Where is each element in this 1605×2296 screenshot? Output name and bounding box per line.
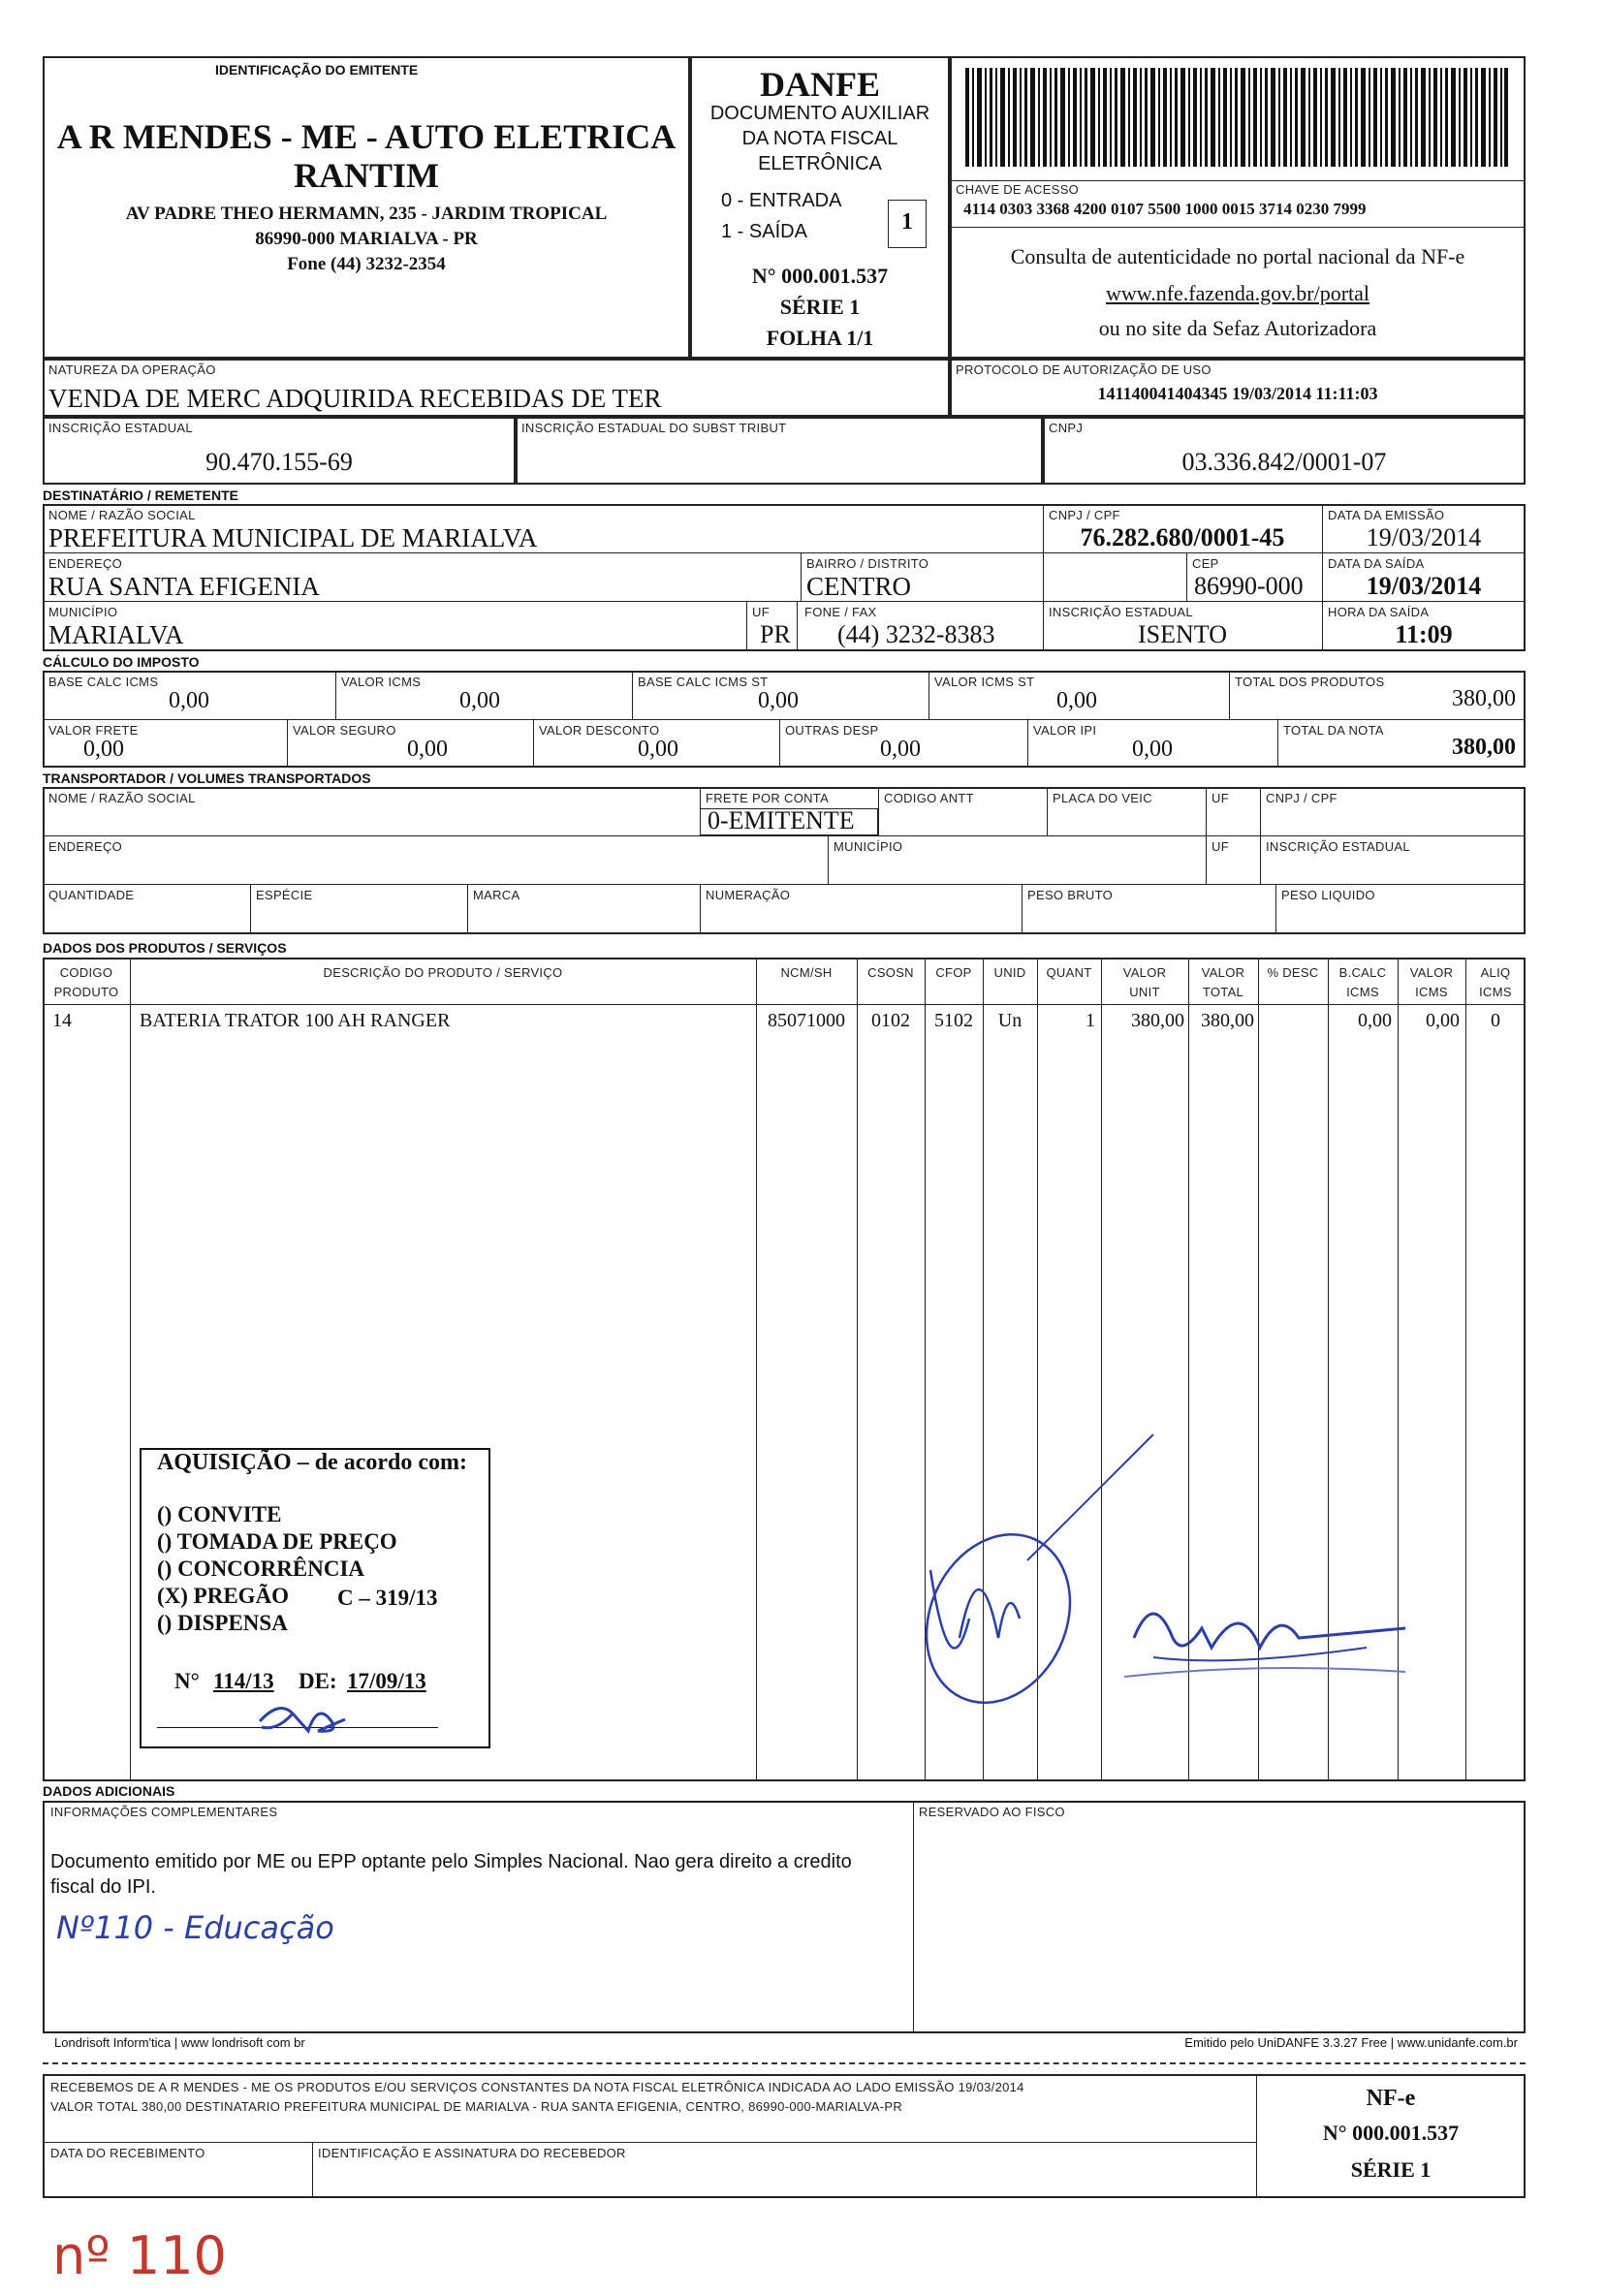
imposto-v4 xyxy=(1229,671,1230,719)
th-codigo-2: PRODUTO xyxy=(53,985,119,999)
transp-v8 xyxy=(467,884,468,934)
imposto-v7 xyxy=(779,719,780,768)
transp-antt-label: CODIGO ANTT xyxy=(884,791,974,805)
transp-uf2-label: UF xyxy=(1212,839,1229,854)
th-quant: QUANT xyxy=(1046,965,1092,980)
emitente-address: AV PADRE THEO HERMAMN, 235 - JARDIM TROPICAL xyxy=(125,204,608,224)
dest-cep-label: CEP xyxy=(1192,556,1219,571)
seguro-label: VALOR SEGURO xyxy=(293,723,396,738)
produtos-header-line xyxy=(43,1004,1526,1005)
valor-icms-label: VALOR ICMS xyxy=(341,675,422,689)
th-vicms-2: ICMS xyxy=(1415,985,1448,999)
dest-municipio-label: MUNICÍPIO xyxy=(48,605,118,619)
valor-st: 0,00 xyxy=(1056,688,1097,713)
row-unid: Un xyxy=(997,1010,1023,1031)
barcode xyxy=(965,68,1508,167)
danfe-title: DANFE xyxy=(760,65,880,104)
total-nota: 380,00 xyxy=(1452,735,1516,760)
dest-data-emissao: 19/03/2014 xyxy=(1366,523,1482,551)
info-label: INFORMAÇÕES COMPLEMENTARES xyxy=(50,1805,278,1819)
row-aliq: 0 xyxy=(1491,1010,1500,1031)
valor-st-label: VALOR ICMS ST xyxy=(934,675,1035,689)
ie-value: 90.470.155-69 xyxy=(205,448,353,476)
transp-nome-label: NOME / RAZÃO SOCIAL xyxy=(48,791,196,805)
th-vicms-1: VALOR xyxy=(1409,965,1454,980)
transp-ie-label: INSCRIÇÃO ESTADUAL xyxy=(1266,839,1410,854)
prod-col-12 xyxy=(1465,958,1466,1781)
imposto-mid-line xyxy=(43,719,1526,720)
stamp-data: 17/09/13 xyxy=(347,1669,426,1693)
total-produtos: 380,00 xyxy=(1452,686,1516,711)
frete: 0,00 xyxy=(83,737,124,762)
row-ncm: 85071000 xyxy=(768,1010,845,1031)
dest-fone-label: FONE / FAX xyxy=(804,605,877,619)
stamp-opt-4: (X) PREGÃO xyxy=(157,1584,290,1608)
canhoto-serie: SÉRIE 1 xyxy=(1350,2157,1432,2182)
total-produtos-label: TOTAL DOS PRODUTOS xyxy=(1235,675,1385,689)
dest-fone: (44) 3232-8383 xyxy=(837,620,995,648)
canhoto-nfe: NF-e xyxy=(1366,2086,1416,2111)
imposto-section: CÁLCULO DO IMPOSTO xyxy=(43,654,200,670)
row-quant: 1 xyxy=(1086,1010,1095,1031)
dest-bairro-label: BAIRRO / DISTRITO xyxy=(806,556,929,571)
dest-data-saida: 19/03/2014 xyxy=(1366,572,1482,600)
rodape-left: Londrisoft Inform'tica | www londrisoft com br xyxy=(54,2035,305,2050)
cut-line xyxy=(43,2062,1526,2064)
ipi: 0,00 xyxy=(1132,737,1173,762)
chave-divider-top xyxy=(950,180,1526,181)
dest-ie-label: INSCRIÇÃO ESTADUAL xyxy=(1049,605,1193,619)
stamp-opt-1: () CONVITE xyxy=(157,1502,282,1526)
dest-endereco-label: ENDEREÇO xyxy=(48,556,123,571)
imposto-v3 xyxy=(928,671,929,719)
base-icms-label: BASE CALC ICMS xyxy=(48,675,159,689)
stamp-signature xyxy=(250,1692,357,1741)
natureza-value: VENDA DE MERC ADQUIRIDA RECEBIDAS DE TER xyxy=(48,384,662,413)
adicionais-divider xyxy=(913,1801,914,2033)
dest-ie: ISENTO xyxy=(1138,620,1227,648)
transp-cnpj-label: CNPJ / CPF xyxy=(1266,791,1338,805)
emitente-section-label: IDENTIFICAÇÃO DO EMITENTE xyxy=(215,62,419,78)
danfe-saida: 1 - SAÍDA xyxy=(721,221,807,242)
rodape-right: Emitido pelo UniDANFE 3.3.27 Free | www.unidanfe.com.br xyxy=(1184,2035,1518,2050)
dest-nome: PREFEITURA MUNICIPAL DE MARIALVA xyxy=(48,523,538,552)
th-vunit-1: VALOR xyxy=(1122,965,1167,980)
dest-uf-label: UF xyxy=(752,605,770,619)
dest-vline-3 xyxy=(801,552,802,601)
danfe-serie: SÉRIE 1 xyxy=(779,295,861,319)
imposto-v9 xyxy=(1277,719,1278,768)
dest-cnpj-label: CNPJ / CPF xyxy=(1049,508,1120,522)
canhoto-text-2: VALOR TOTAL 380,00 DESTINATARIO PREFEITURA MUNICIPAL DE MARIALVA - RUA SANTA EFIGENIA, CENTRO, 86990-000-MARIALVA-PR xyxy=(50,2099,903,2114)
canhoto-v2 xyxy=(312,2142,313,2198)
transp-peso-bruto-label: PESO BRUTO xyxy=(1027,888,1114,902)
prod-col-1 xyxy=(130,958,131,1781)
natureza-label: NATUREZA DA OPERAÇÃO xyxy=(48,362,216,377)
signature-secretaria xyxy=(1115,1570,1425,1686)
th-csosn: CSOSN xyxy=(867,965,914,980)
th-aliq-2: ICMS xyxy=(1479,985,1512,999)
base-st-label: BASE CALC ICMS ST xyxy=(638,675,769,689)
dest-uf: PR xyxy=(760,620,791,648)
transp-v10 xyxy=(1022,884,1023,934)
emitente-phone: Fone (44) 3232-2354 xyxy=(287,254,446,274)
desconto-label: VALOR DESCONTO xyxy=(539,723,660,738)
dest-vline-6 xyxy=(797,601,798,651)
transp-v3 xyxy=(1047,787,1048,835)
danfe-numero: N° 000.001.537 xyxy=(751,264,889,288)
th-bcalc-2: ICMS xyxy=(1346,985,1379,999)
transp-frete-label: FRETE POR CONTA xyxy=(706,791,830,805)
imposto-v8 xyxy=(1027,719,1028,768)
transp-uf-label: UF xyxy=(1212,791,1229,805)
danfe-line1: DOCUMENTO AUXILIAR xyxy=(709,103,930,124)
danfe-tipo: 1 xyxy=(901,209,913,235)
fisco-label: RESERVADO AO FISCO xyxy=(919,1805,1065,1819)
chave-consulta-1: Consulta de autenticidade no portal nacional da NF-e xyxy=(1010,244,1465,268)
transp-municipio-label: MUNICÍPIO xyxy=(834,839,903,854)
chave-value: 4114 0303 3368 4200 0107 5500 1000 0015 3714 0230 7999 xyxy=(963,200,1367,218)
handwritten-bottom: nº 110 xyxy=(52,2225,227,2286)
dest-bairro: CENTRO xyxy=(806,572,911,601)
info-text-1: Documento emitido por ME ou EPP optante pelo Simples Nacional. Nao gera direito a credito xyxy=(50,1851,852,1872)
dest-hora-label: HORA DA SAÍDA xyxy=(1328,605,1430,619)
th-ncm: NCM/SH xyxy=(780,965,833,980)
danfe-line2: DA NOTA FISCAL xyxy=(741,128,898,149)
transp-line-1 xyxy=(43,835,1526,836)
transp-numeracao-label: NUMERAÇÃO xyxy=(706,888,791,902)
protocolo-value: 141140041404345 19/03/2014 11:11:03 xyxy=(1097,384,1378,403)
transp-endereco-label: ENDEREÇO xyxy=(48,839,123,854)
transp-v7 xyxy=(250,884,251,934)
dest-municipio: MARIALVA xyxy=(48,620,184,649)
canhoto-ident-label: IDENTIFICAÇÃO E ASSINATURA DO RECEBEDOR xyxy=(318,2146,626,2160)
transp-peso-liquido-label: PESO LIQUIDO xyxy=(1281,888,1375,902)
imposto-v5 xyxy=(287,719,288,768)
desconto: 0,00 xyxy=(638,737,678,762)
transp-v2 xyxy=(878,787,879,835)
row-vtotal: 380,00 xyxy=(1201,1010,1254,1031)
adicionais-section: DADOS ADICIONAIS xyxy=(43,1783,175,1799)
ie-st-label: INSCRIÇÃO ESTADUAL DO SUBST TRIBUT xyxy=(521,421,787,435)
stamp-opt-3: () CONCORRÊNCIA xyxy=(157,1557,365,1581)
th-aliq-1: ALIQ xyxy=(1480,965,1511,980)
dest-hora: 11:09 xyxy=(1395,620,1453,648)
row-descricao: BATERIA TRATOR 100 AH RANGER xyxy=(140,1010,451,1031)
seguro: 0,00 xyxy=(407,737,448,762)
protocolo-label: PROTOCOLO DE AUTORIZAÇÃO DE USO xyxy=(956,362,1212,377)
dest-nome-label: NOME / RAZÃO SOCIAL xyxy=(48,508,196,522)
th-vtotal-1: VALOR xyxy=(1201,965,1245,980)
transp-v11 xyxy=(1275,884,1276,934)
th-bcalc-1: B.CALC xyxy=(1338,965,1387,980)
row-csosn: 0102 xyxy=(871,1010,910,1031)
row-codigo: 14 xyxy=(52,1010,72,1031)
stamp-numero-prefix: N° xyxy=(174,1669,200,1693)
base-st: 0,00 xyxy=(758,688,799,713)
frete-label: VALOR FRETE xyxy=(48,723,139,738)
transportador-section: TRANSPORTADOR / VOLUMES TRANSPORTADOS xyxy=(43,771,371,786)
stamp-opt-4-ref: C – 319/13 xyxy=(337,1586,438,1610)
row-vicms: 0,00 xyxy=(1426,1010,1460,1031)
ie-label: INSCRIÇÃO ESTADUAL xyxy=(48,421,193,435)
row-cfop: 5102 xyxy=(934,1010,973,1031)
stamp-title: AQUISIÇÃO – de acordo com: xyxy=(157,1450,467,1475)
prod-col-2 xyxy=(756,958,757,1781)
transp-v5 xyxy=(1260,787,1261,884)
stamp-opt-5: () DISPENSA xyxy=(157,1611,288,1635)
transp-especie-label: ESPÉCIE xyxy=(256,888,313,902)
outras: 0,00 xyxy=(880,737,921,762)
th-codigo-1: CODIGO xyxy=(59,965,113,980)
produtos-section: DADOS DOS PRODUTOS / SERVIÇOS xyxy=(43,940,287,956)
transp-v6 xyxy=(828,835,829,884)
danfe-folha: FOLHA 1/1 xyxy=(766,326,874,350)
chave-label: CHAVE DE ACESSO xyxy=(956,182,1080,197)
emitente-name-1: A R MENDES - ME - AUTO ELETRICA xyxy=(56,117,677,156)
dest-data-saida-label: DATA DA SAÍDA xyxy=(1328,556,1425,571)
info-handwritten: Nº110 - Educação xyxy=(56,1909,334,1946)
canhoto-data-label: DATA DO RECEBIMENTO xyxy=(50,2146,205,2160)
transp-line-2 xyxy=(43,884,1526,885)
imposto-v2 xyxy=(632,671,633,719)
emitente-name-2: RANTIM xyxy=(294,156,439,195)
transp-frete: 0-EMITENTE xyxy=(708,806,855,834)
transp-placa-label: PLACA DO VEIC xyxy=(1053,791,1152,805)
row-bcalc: 0,00 xyxy=(1358,1010,1392,1031)
stamp-opt-2: () TOMADA DE PREÇO xyxy=(157,1529,397,1554)
transp-v4 xyxy=(1206,787,1207,884)
cnpj-value: 03.336.842/0001-07 xyxy=(1181,448,1387,476)
dest-endereco: RUA SANTA EFIGENIA xyxy=(48,572,320,601)
base-icms: 0,00 xyxy=(169,688,209,713)
stamp-numero: 114/13 xyxy=(213,1669,274,1693)
total-nota-label: TOTAL DA NOTA xyxy=(1283,723,1384,738)
info-text-2: fiscal do IPI. xyxy=(50,1876,156,1898)
dest-cep: 86990-000 xyxy=(1194,572,1304,600)
chave-consulta-3: ou no site da Sefaz Autorizadora xyxy=(1098,316,1377,340)
th-cfop: CFOP xyxy=(935,965,972,980)
imposto-v6 xyxy=(533,719,534,768)
valor-icms: 0,00 xyxy=(459,688,500,713)
dest-vline-5 xyxy=(746,601,747,651)
imposto-v1 xyxy=(335,671,336,719)
danfe-entrada: 0 - ENTRADA xyxy=(721,190,842,211)
canhoto-numero: N° 000.001.537 xyxy=(1322,2121,1460,2145)
chave-consulta-2[interactable]: www.nfe.fazenda.gov.br/portal xyxy=(1105,281,1370,305)
th-vtotal-2: TOTAL xyxy=(1202,985,1244,999)
stamp-de-prefix: DE: xyxy=(299,1669,337,1693)
row-vunit: 380,00 xyxy=(1131,1010,1184,1031)
emitente-city: 86990-000 MARIALVA - PR xyxy=(255,229,478,249)
outras-label: OUTRAS DESP xyxy=(785,723,879,738)
canhoto-text-1: RECEBEMOS DE A R MENDES - ME OS PRODUTOS E/OU SERVIÇOS CONSTANTES DA NOTA FISCAL ELETRÔNICA INDICADA AO LADO EMISSÃO 19/03/2014 xyxy=(50,2080,1024,2094)
cnpj-label: CNPJ xyxy=(1049,421,1084,435)
th-unid: UNID xyxy=(993,965,1026,980)
danfe-line3: ELETRÔNICA xyxy=(758,153,882,174)
transp-quantidade-label: QUANTIDADE xyxy=(48,888,135,902)
chave-divider-bottom xyxy=(950,227,1526,228)
ipi-label: VALOR IPI xyxy=(1033,723,1097,738)
th-vunit-2: UNIT xyxy=(1129,985,1160,999)
transp-v9 xyxy=(700,884,701,934)
canhoto-hline xyxy=(43,2142,1256,2143)
dest-data-emissao-label: DATA DA EMISSÃO xyxy=(1328,508,1445,522)
th-descricao: DESCRIÇÃO DO PRODUTO / SERVIÇO xyxy=(323,965,563,980)
dest-vline-4 xyxy=(1186,552,1187,601)
dest-cnpj: 76.282.680/0001-45 xyxy=(1080,523,1285,551)
destinatario-section: DESTINATÁRIO / REMETENTE xyxy=(43,488,238,503)
th-desc: % DESC xyxy=(1267,965,1319,980)
transp-marca-label: MARCA xyxy=(473,888,520,902)
